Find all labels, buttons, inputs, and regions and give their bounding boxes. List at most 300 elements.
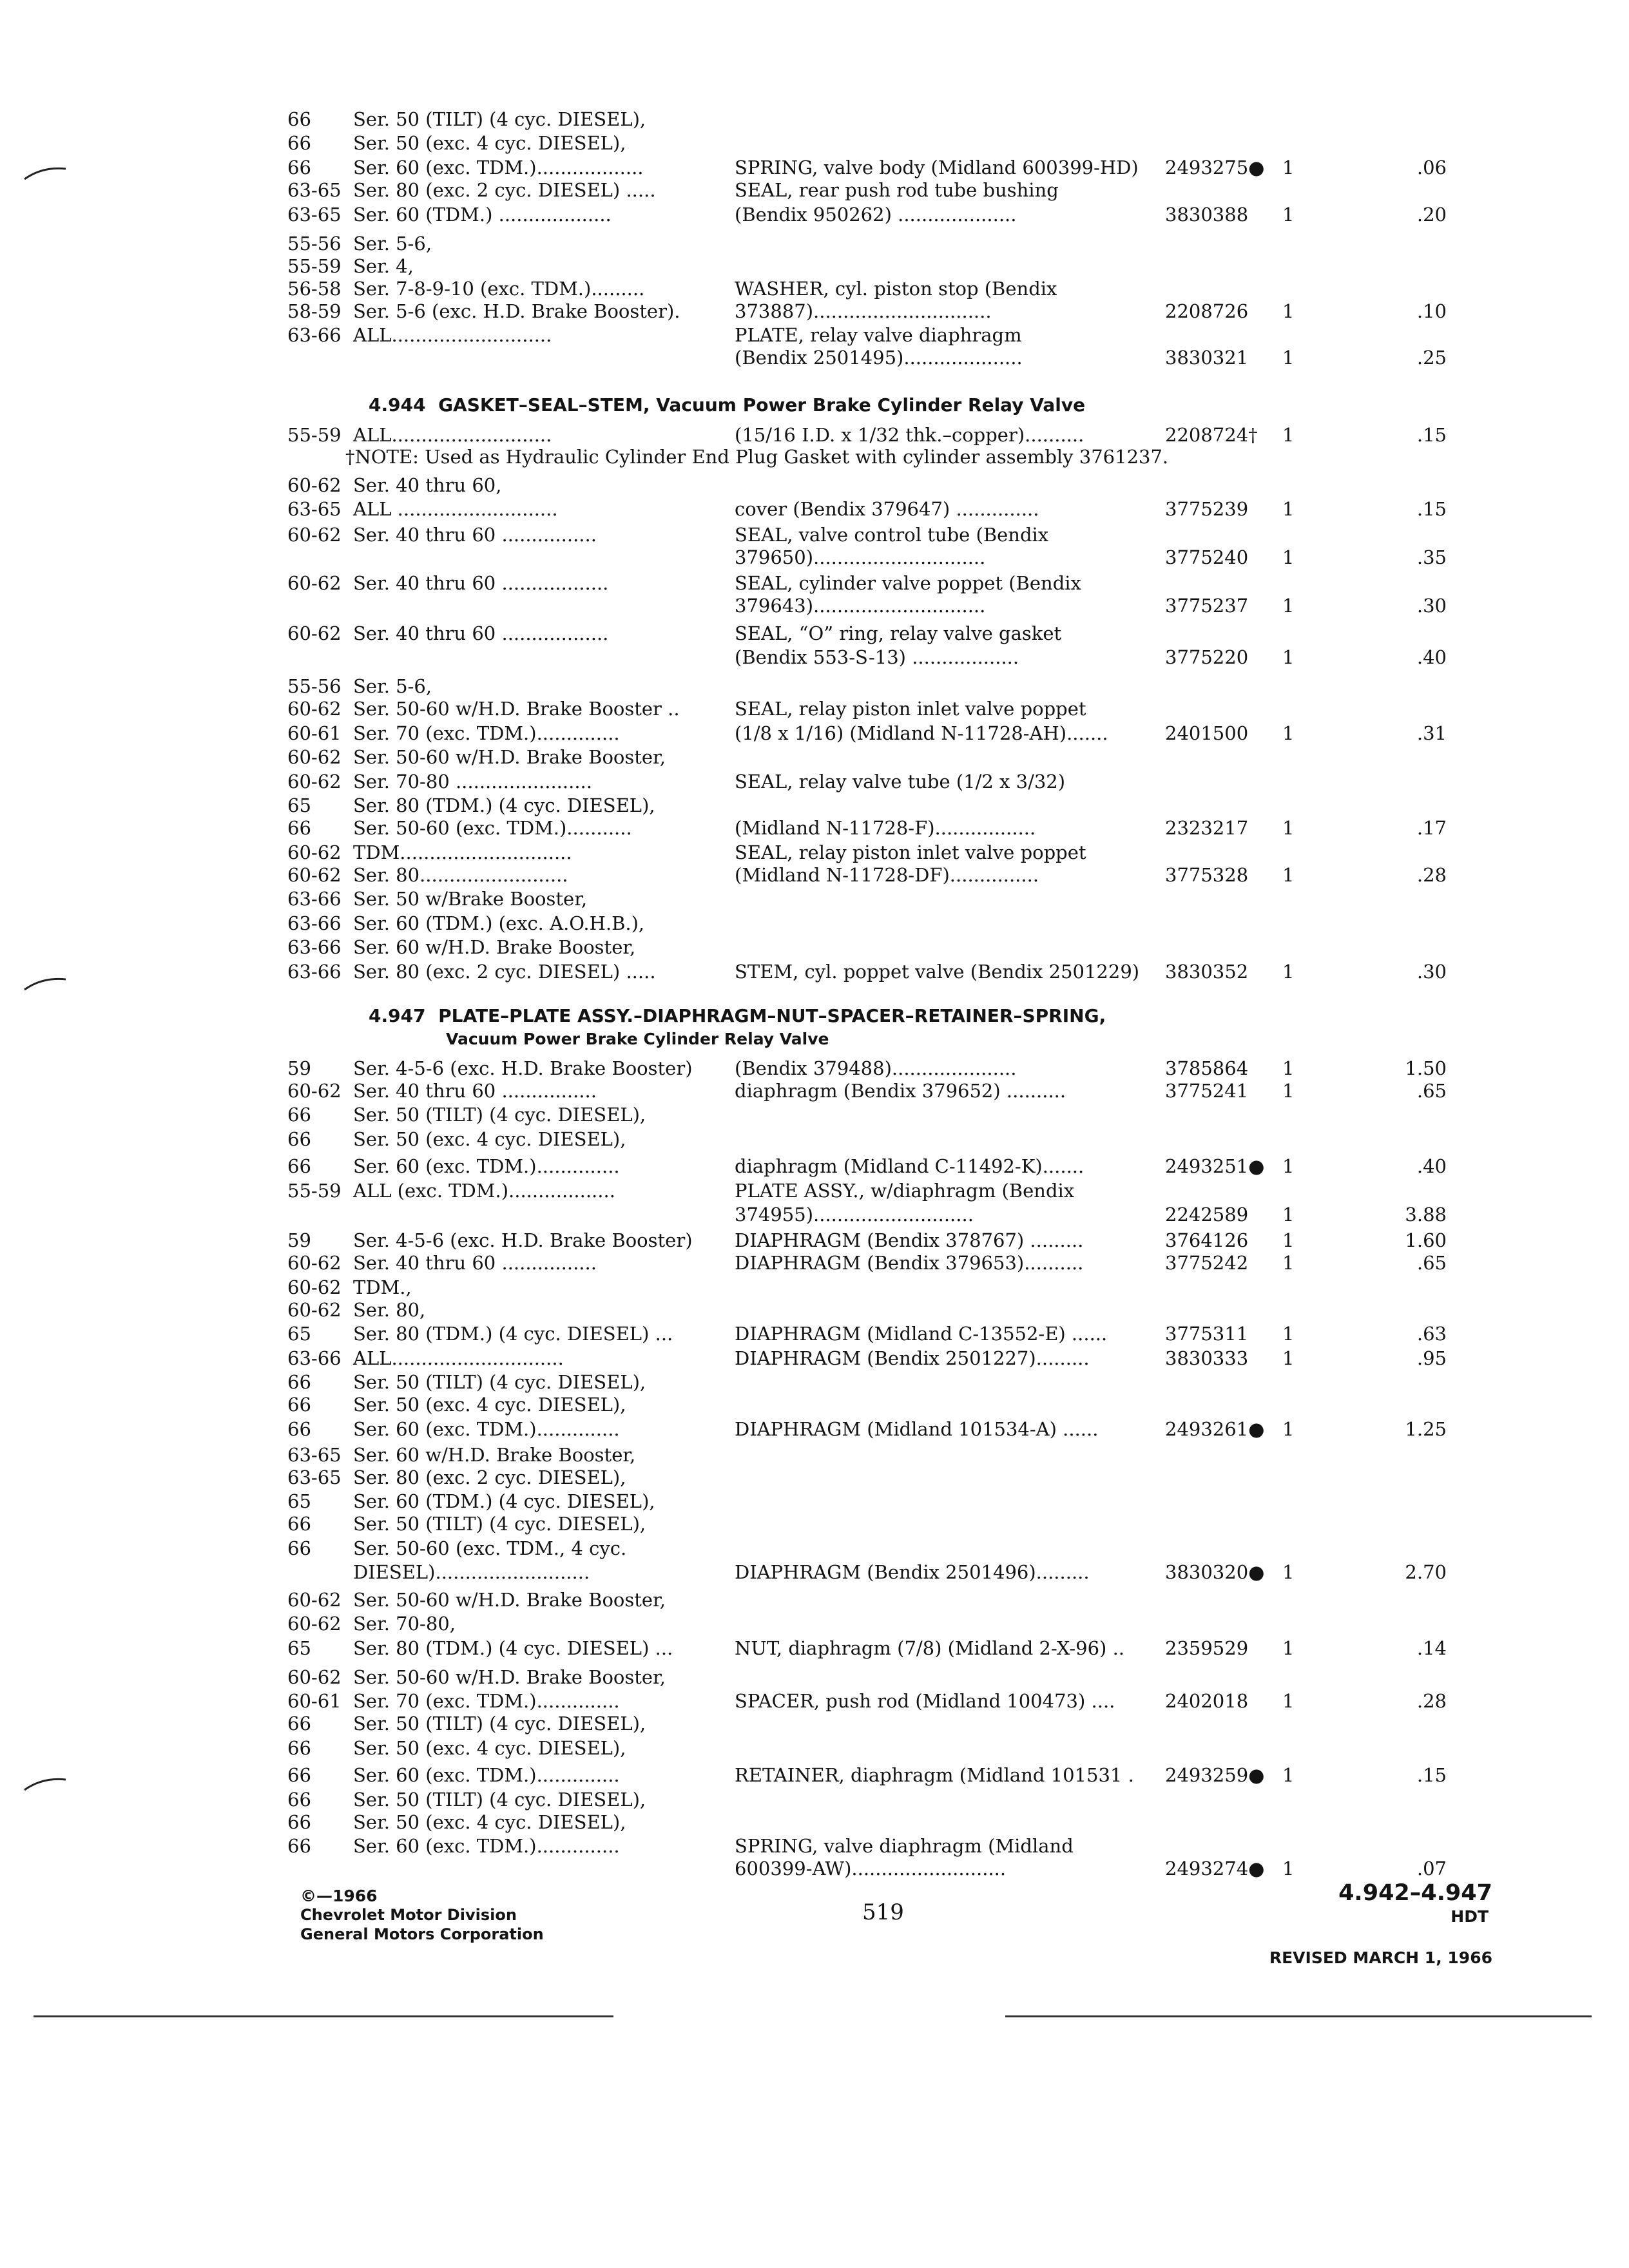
parts-row [0, 1178, 1629, 1204]
model-applicability: Ser. 50 (TILT) (4 cyc. DIESEL), [353, 108, 646, 130]
price: .14 [1416, 1637, 1447, 1659]
part-number: 3775237 [1165, 595, 1249, 617]
year-range: 66 [287, 1394, 311, 1416]
footnote: †NOTE: Used as Hydraulic Cylinder End Plug Gasket with cylinder assembly 3761237. [345, 446, 1169, 468]
price: .28 [1416, 864, 1447, 886]
year-range: 63-66 [287, 888, 342, 910]
year-range: 65 [287, 1490, 311, 1512]
year-range: 60-62 [287, 1299, 342, 1321]
model-applicability: DIESEL).......................... [353, 1561, 590, 1583]
model-applicability: Ser. 50 (TILT) (4 cyc. DIESEL), [353, 1789, 646, 1811]
model-applicability: Ser. 80 (exc. 2 cyc. DIESEL) ..... [353, 179, 656, 201]
parts-row [0, 422, 1629, 448]
parts-row [0, 1635, 1629, 1661]
part-description: PLATE ASSY., w/diaphragm (Bendix [735, 1180, 1075, 1202]
parts-row [0, 673, 1629, 699]
parts-row [0, 1856, 1629, 1881]
parts-row [0, 106, 1629, 132]
year-range: 63-65 [287, 179, 342, 201]
part-description: (Bendix 2501495).................... [735, 347, 1023, 369]
part-description: SEAL, valve control tube (Bendix [735, 524, 1049, 546]
model-applicability: Ser. 40 thru 60 .................. [353, 622, 609, 644]
model-applicability: ALL........................... [353, 424, 552, 446]
part-description: SEAL, relay valve tube (1/2 x 3/32) [735, 771, 1066, 793]
quantity: 1 [1282, 1418, 1295, 1440]
group-code: HDT [1451, 1907, 1489, 1926]
parts-row [0, 934, 1629, 960]
year-range: 55-56 [287, 233, 342, 255]
parts-row [0, 1369, 1629, 1395]
model-applicability: Ser. 50 w/Brake Booster, [353, 888, 588, 910]
part-description: (Bendix 379488)..................... [735, 1057, 1017, 1079]
year-range: 63-66 [287, 324, 342, 346]
part-description: (Midland N-11728-F)................. [735, 817, 1036, 839]
part-number: 3775328 [1165, 864, 1249, 886]
parts-row [0, 1345, 1629, 1371]
parts-row [0, 1392, 1629, 1418]
model-applicability: Ser. 80 (TDM.) (4 cyc. DIESEL) ... [353, 1637, 673, 1659]
year-range: 60-62 [287, 1276, 342, 1298]
year-range: 56-58 [287, 278, 342, 300]
part-description: 373887).............................. [735, 300, 992, 322]
section-title: PLATE–PLATE ASSY.–DIAPHRAGM–NUT–SPACER–RETAINER–SPRING, [438, 1005, 1106, 1026]
price: .31 [1416, 722, 1447, 744]
part-number: 2493261● [1165, 1418, 1265, 1440]
year-range: 66 [287, 1513, 311, 1535]
model-applicability: Ser. 60 w/H.D. Brake Booster, [353, 936, 636, 958]
year-range: 60-62 [287, 474, 342, 496]
year-range: 66 [287, 108, 311, 130]
parts-row [0, 130, 1629, 156]
price: .40 [1416, 646, 1447, 668]
model-applicability: Ser. 70-80, [353, 1613, 456, 1635]
publisher-division: Chevrolet Motor Division [300, 1906, 517, 1924]
price: .35 [1416, 546, 1447, 568]
year-range: 55-56 [287, 675, 342, 697]
part-number: 3830388 [1165, 204, 1249, 226]
part-number: 2493251● [1165, 1155, 1265, 1177]
quantity: 1 [1282, 498, 1295, 520]
part-number: 2208726 [1165, 300, 1249, 322]
part-description: SPRING, valve diaphragm (Midland [735, 1835, 1074, 1857]
parts-row [0, 1664, 1629, 1690]
year-range: 66 [287, 132, 311, 154]
model-applicability: Ser. 60 (exc. TDM.).............. [353, 1835, 620, 1857]
parts-row [0, 177, 1629, 203]
parts-row [0, 496, 1629, 522]
year-range: 60-62 [287, 698, 342, 720]
model-applicability: Ser. 50 (TILT) (4 cyc. DIESEL), [353, 1371, 646, 1393]
year-range: 63-66 [287, 961, 342, 983]
price: .28 [1416, 1690, 1447, 1712]
model-applicability: Ser. 40 thru 60 ................ [353, 1080, 597, 1102]
model-applicability: Ser. 50 (TILT) (4 cyc. DIESEL), [353, 1513, 646, 1535]
parts-row [0, 1809, 1629, 1835]
parts-row [0, 1250, 1629, 1276]
quantity: 1 [1282, 347, 1295, 369]
part-description: PLATE, relay valve diaphragm [735, 324, 1022, 346]
parts-row [0, 815, 1629, 841]
quantity: 1 [1282, 961, 1295, 983]
price: .30 [1416, 595, 1447, 617]
price: 1.60 [1405, 1229, 1447, 1251]
parts-row [0, 1202, 1629, 1227]
part-number: 3775220 [1165, 646, 1249, 668]
part-description: 379650)............................. [735, 546, 986, 568]
year-range: 66 [287, 1737, 311, 1759]
quantity: 1 [1282, 300, 1295, 322]
year-range: 66 [287, 1811, 311, 1833]
parts-row [0, 910, 1629, 936]
year-range: 60-62 [287, 1589, 342, 1611]
part-description: DIAPHRAGM (Bendix 379653).......... [735, 1252, 1084, 1274]
year-range: 66 [287, 1155, 311, 1177]
part-description: (1/8 x 1/16) (Midland N-11728-AH)....... [735, 722, 1108, 744]
parts-row [0, 1535, 1629, 1561]
parts-row [0, 593, 1629, 619]
parts-row [0, 1833, 1629, 1859]
part-number: 2493275● [1165, 157, 1265, 178]
year-range: 60-62 [287, 524, 342, 546]
year-range: 60-62 [287, 864, 342, 886]
year-range: 60-62 [287, 771, 342, 793]
bottom-rule-left [34, 2015, 613, 2017]
price: .10 [1416, 300, 1447, 322]
section-number: 4.947 [369, 1005, 426, 1026]
part-description: NUT, diaphragm (7/8) (Midland 2-X-96) .. [735, 1637, 1125, 1659]
model-applicability: Ser. 80......................... [353, 864, 568, 886]
model-applicability: Ser. 60 w/H.D. Brake Booster, [353, 1444, 636, 1466]
section-subtitle: Vacuum Power Brake Cylinder Relay Valve [446, 1030, 829, 1048]
quantity: 1 [1282, 1858, 1295, 1879]
quantity: 1 [1282, 1155, 1295, 1177]
part-description: DIAPHRAGM (Bendix 2501496)......... [735, 1561, 1090, 1583]
price: .15 [1416, 1764, 1447, 1786]
model-applicability: Ser. 80 (exc. 2 cyc. DIESEL), [353, 1466, 626, 1488]
price: .20 [1416, 204, 1447, 226]
quantity: 1 [1282, 646, 1295, 668]
parts-row [0, 1274, 1629, 1300]
part-description: SEAL, relay piston inlet valve poppet [735, 698, 1086, 720]
model-applicability: Ser. 7-8-9-10 (exc. TDM.)......... [353, 278, 645, 300]
model-applicability: Ser. 40 thru 60 .................. [353, 572, 609, 594]
price: 1.50 [1405, 1057, 1447, 1079]
part-description: DIAPHRAGM (Midland C-13552-E) ...... [735, 1323, 1108, 1345]
part-number: 3830320● [1165, 1561, 1265, 1583]
part-description: DIAPHRAGM (Midland 101534-A) ...... [735, 1418, 1099, 1440]
parts-row [0, 1297, 1629, 1323]
year-range: 66 [287, 1128, 311, 1150]
part-description: cover (Bendix 379647) .............. [735, 498, 1039, 520]
year-range: 60-62 [287, 746, 342, 768]
model-applicability: Ser. 50 (exc. 4 cyc. DIESEL), [353, 1394, 626, 1416]
part-number: 3775239 [1165, 498, 1249, 520]
model-applicability: Ser. 4, [353, 255, 414, 277]
parts-row [0, 231, 1629, 256]
quantity: 1 [1282, 546, 1295, 568]
parts-row [0, 696, 1629, 722]
price: 3.88 [1405, 1204, 1447, 1225]
quantity: 1 [1282, 1080, 1295, 1102]
quantity: 1 [1282, 1252, 1295, 1274]
part-description: DIAPHRAGM (Bendix 378767) ......... [735, 1229, 1084, 1251]
model-applicability: Ser. 50-60 w/H.D. Brake Booster, [353, 1666, 666, 1688]
parts-row [0, 570, 1629, 596]
page-number: 519 [862, 1899, 904, 1925]
parts-row [0, 298, 1629, 324]
parts-row [0, 840, 1629, 865]
model-applicability: Ser. 50 (exc. 4 cyc. DIESEL), [353, 1811, 626, 1833]
parts-row [0, 620, 1629, 646]
model-applicability: Ser. 40 thru 60 ................ [353, 1252, 597, 1274]
quantity: 1 [1282, 1323, 1295, 1345]
year-range: 60-62 [287, 1666, 342, 1688]
part-description: SPRING, valve body (Midland 600399-HD) [735, 157, 1139, 178]
model-applicability: ALL............................. [353, 1347, 564, 1369]
section-title: GASKET–SEAL–STEM, Vacuum Power Brake Cylinder Relay Valve [438, 394, 1086, 416]
part-number: 3775241 [1165, 1080, 1249, 1102]
part-description: (Bendix 553-S-13) .................. [735, 646, 1019, 668]
year-range: 63-65 [287, 498, 342, 520]
year-range: 63-65 [287, 1444, 342, 1466]
revision-date: REVISED MARCH 1, 1966 [1269, 1948, 1492, 1967]
publisher-corporation: General Motors Corporation [300, 1925, 544, 1943]
model-applicability: Ser. 80 (TDM.) (4 cyc. DIESEL), [353, 794, 655, 816]
part-description: (Midland N-11728-DF)............... [735, 864, 1039, 886]
parts-row [0, 1321, 1629, 1347]
model-applicability: Ser. 80 (TDM.) (4 cyc. DIESEL) ... [353, 1323, 673, 1345]
parts-row [0, 1587, 1629, 1613]
parts-row [0, 793, 1629, 818]
model-applicability: ALL (exc. TDM.).................. [353, 1180, 615, 1202]
parts-row [0, 1688, 1629, 1714]
model-applicability: ALL ........................... [353, 498, 558, 520]
part-number: 2242589 [1165, 1204, 1249, 1225]
part-number: 2493259● [1165, 1764, 1265, 1786]
quantity: 1 [1282, 1690, 1295, 1712]
quantity: 1 [1282, 1057, 1295, 1079]
model-applicability: Ser. 50-60 w/H.D. Brake Booster, [353, 1589, 666, 1611]
year-range: 66 [287, 1104, 311, 1126]
model-applicability: Ser. 50 (exc. 4 cyc. DIESEL), [353, 1128, 626, 1150]
parts-row [0, 1787, 1629, 1812]
year-range: 63-66 [287, 936, 342, 958]
parts-row [0, 1511, 1629, 1537]
parts-row [0, 155, 1629, 180]
model-applicability: Ser. 70 (exc. TDM.).............. [353, 722, 620, 744]
model-applicability: Ser. 4-5-6 (exc. H.D. Brake Booster) [353, 1057, 693, 1079]
model-applicability: Ser. 80 (exc. 2 cyc. DIESEL) ..... [353, 961, 656, 983]
year-range: 60-62 [287, 1613, 342, 1635]
model-applicability: Ser. 60 (exc. TDM.).............. [353, 1155, 620, 1177]
parts-row [0, 644, 1629, 670]
price: 2.70 [1405, 1561, 1447, 1583]
price: .63 [1416, 1323, 1447, 1345]
model-applicability: TDM., [353, 1276, 412, 1298]
group-range: 4.942–4.947 [1338, 1880, 1492, 1906]
parts-row [0, 1735, 1629, 1761]
part-number: 3785864 [1165, 1057, 1249, 1079]
price: .15 [1416, 498, 1447, 520]
price: .40 [1416, 1155, 1447, 1177]
model-applicability: Ser. 60 (exc. TDM.).............. [353, 1764, 620, 1786]
part-number: 3830321 [1165, 347, 1249, 369]
year-range: 59 [287, 1229, 311, 1251]
section-heading-4944 [369, 394, 1085, 416]
year-range: 65 [287, 1637, 311, 1659]
part-description: 374955)........................... [735, 1204, 974, 1225]
quantity: 1 [1282, 1347, 1295, 1369]
price: .65 [1416, 1080, 1447, 1102]
parts-row [0, 1416, 1629, 1442]
parts-row [0, 1442, 1629, 1468]
quantity: 1 [1282, 595, 1295, 617]
year-range: 63-66 [287, 1347, 342, 1369]
quantity: 1 [1282, 1229, 1295, 1251]
year-range: 66 [287, 817, 311, 839]
parts-row [0, 1488, 1629, 1514]
model-applicability: Ser. 50 (TILT) (4 cyc. DIESEL), [353, 1713, 646, 1735]
year-range: 60-62 [287, 1252, 342, 1274]
model-applicability: Ser. 50 (TILT) (4 cyc. DIESEL), [353, 1104, 646, 1126]
parts-row [0, 1055, 1629, 1081]
quantity: 1 [1282, 722, 1295, 744]
parts-row [0, 202, 1629, 227]
parts-row [0, 769, 1629, 794]
parts-row [0, 720, 1629, 746]
model-applicability: Ser. 40 thru 60 ................ [353, 524, 597, 546]
year-range: 63-65 [287, 204, 342, 226]
parts-row [0, 345, 1629, 370]
part-description: SEAL, “O” ring, relay valve gasket [735, 622, 1062, 644]
parts-row [0, 1227, 1629, 1253]
part-number: 3764126 [1165, 1229, 1249, 1251]
year-range: 59 [287, 1057, 311, 1079]
part-description: DIAPHRAGM (Bendix 2501227)......... [735, 1347, 1090, 1369]
model-applicability: Ser. 50-60 w/H.D. Brake Booster, [353, 746, 666, 768]
part-description: STEM, cyl. poppet valve (Bendix 2501229) [735, 961, 1140, 983]
part-number: 3775240 [1165, 546, 1249, 568]
model-applicability: Ser. 40 thru 60, [353, 474, 502, 496]
model-applicability: Ser. 50 (exc. 4 cyc. DIESEL), [353, 132, 626, 154]
parts-row [0, 886, 1629, 912]
parts-row [0, 322, 1629, 348]
parts-row [0, 544, 1629, 570]
part-number: 2323217 [1165, 817, 1249, 839]
part-number: 3775242 [1165, 1252, 1249, 1274]
year-range: 55-59 [287, 255, 342, 277]
parts-row [0, 1711, 1629, 1736]
parts-row [0, 959, 1629, 985]
quantity: 1 [1282, 817, 1295, 839]
quantity: 1 [1282, 204, 1295, 226]
year-range: 55-59 [287, 424, 342, 446]
model-applicability: TDM............................. [353, 841, 572, 863]
part-number: 2402018 [1165, 1690, 1249, 1712]
parts-row [0, 1078, 1629, 1104]
year-range: 60-62 [287, 572, 342, 594]
parts-row [0, 1559, 1629, 1585]
price: .07 [1416, 1858, 1447, 1879]
model-applicability: Ser. 4-5-6 (exc. H.D. Brake Booster) [353, 1229, 693, 1251]
part-description: (15/16 I.D. x 1/32 thk.–copper).......... [735, 424, 1084, 446]
year-range: 58-59 [287, 300, 342, 322]
parts-row [0, 862, 1629, 888]
section-heading-4947 [369, 1005, 1106, 1026]
year-range: 60-61 [287, 1690, 342, 1712]
parts-row [0, 744, 1629, 770]
price: .15 [1416, 424, 1447, 446]
quantity: 1 [1282, 157, 1295, 178]
year-range: 60-62 [287, 622, 342, 644]
model-applicability: Ser. 5-6 (exc. H.D. Brake Booster). [353, 300, 680, 322]
model-applicability: Ser. 50 (exc. 4 cyc. DIESEL), [353, 1737, 626, 1759]
year-range: 66 [287, 1371, 311, 1393]
part-number: 2359529 [1165, 1637, 1249, 1659]
model-applicability: Ser. 60 (exc. TDM.).................. [353, 157, 644, 178]
year-range: 60-62 [287, 1080, 342, 1102]
quantity: 1 [1282, 1561, 1295, 1583]
year-range: 55-59 [287, 1180, 342, 1202]
quantity: 1 [1282, 1637, 1295, 1659]
price: 1.25 [1405, 1418, 1447, 1440]
year-range: 66 [287, 1418, 311, 1440]
part-description: 600399-AW).......................... [735, 1858, 1007, 1879]
year-range: 66 [287, 1789, 311, 1811]
part-number: 2208724† [1165, 424, 1258, 446]
part-description: diaphragm (Midland C-11492-K)....... [735, 1155, 1084, 1177]
parts-row [0, 276, 1629, 302]
part-description: diaphragm (Bendix 379652) .......... [735, 1080, 1066, 1102]
year-range: 66 [287, 1537, 311, 1559]
model-applicability: Ser. 60 (TDM.) (exc. A.O.H.B.), [353, 912, 645, 934]
part-description: SEAL, cylinder valve poppet (Bendix [735, 572, 1081, 594]
year-range: 60-61 [287, 722, 342, 744]
model-applicability: ALL........................... [353, 324, 552, 346]
year-range: 66 [287, 1835, 311, 1857]
bottom-rule-right [1005, 2015, 1592, 2017]
price: .25 [1416, 347, 1447, 369]
part-description: SEAL, rear push rod tube bushing [735, 179, 1059, 201]
model-applicability: Ser. 5-6, [353, 233, 432, 255]
parts-row [0, 1762, 1629, 1788]
price: .17 [1416, 817, 1447, 839]
model-applicability: Ser. 50-60 (exc. TDM., 4 cyc. [353, 1537, 627, 1559]
model-applicability: Ser. 70 (exc. TDM.).............. [353, 1690, 620, 1712]
year-range: 65 [287, 1323, 311, 1345]
part-description: WASHER, cyl. piston stop (Bendix [735, 278, 1057, 300]
copyright: ©—1966 [300, 1887, 378, 1905]
quantity: 1 [1282, 1204, 1295, 1225]
parts-row [0, 1465, 1629, 1490]
part-description: SEAL, relay piston inlet valve poppet [735, 841, 1086, 863]
price: .95 [1416, 1347, 1447, 1369]
parts-row [0, 1153, 1629, 1179]
part-description: (Bendix 950262) .................... [735, 204, 1017, 226]
year-range: 63-66 [287, 912, 342, 934]
parts-row [0, 1102, 1629, 1128]
part-number: 3830333 [1165, 1347, 1249, 1369]
parts-row [0, 253, 1629, 279]
part-number: 3830352 [1165, 961, 1249, 983]
part-number: 3775311 [1165, 1323, 1249, 1345]
part-description: RETAINER, diaphragm (Midland 101531 . [735, 1764, 1134, 1786]
year-range: 65 [287, 794, 311, 816]
year-range: 60-62 [287, 841, 342, 863]
model-applicability: Ser. 50-60 (exc. TDM.)........... [353, 817, 632, 839]
model-applicability: Ser. 5-6, [353, 675, 432, 697]
quantity: 1 [1282, 864, 1295, 886]
